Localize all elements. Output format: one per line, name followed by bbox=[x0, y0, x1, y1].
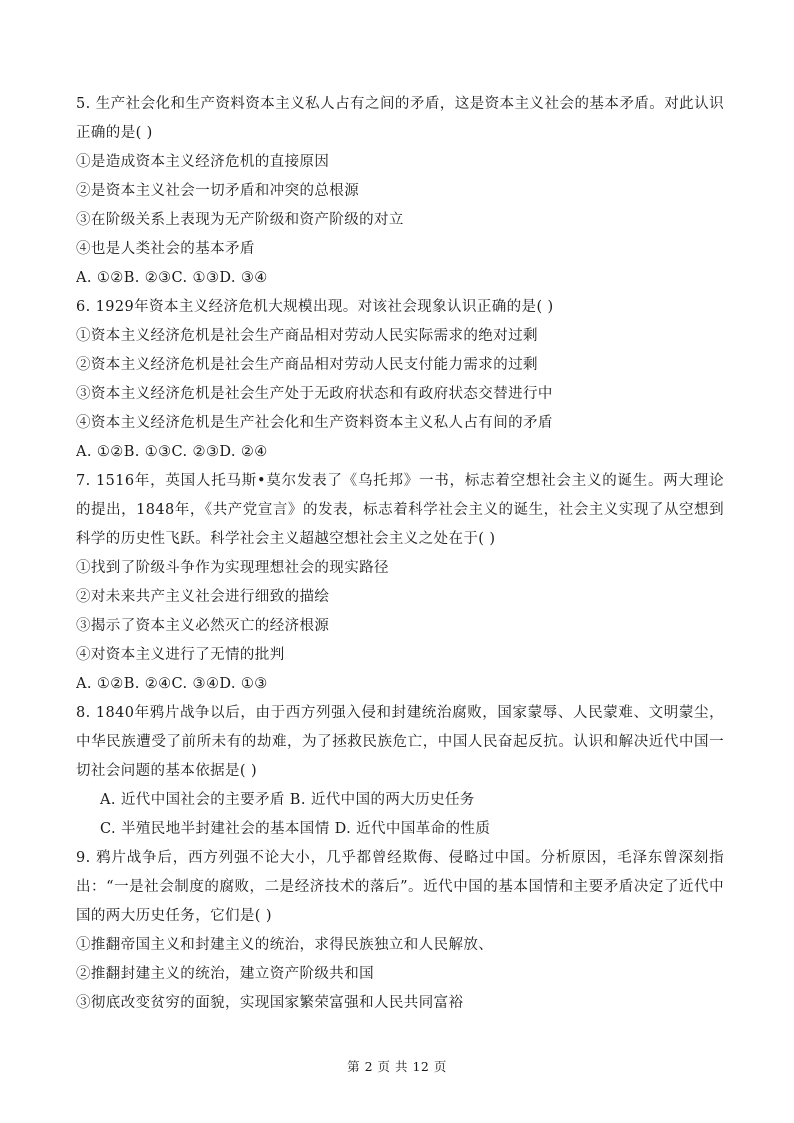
question-8-choices-a-b: A. 近代中国社会的主要矛盾 B. 近代中国的两大历史任务 bbox=[100, 792, 475, 808]
question-7-answer-choices: A. ①②B. ②④C. ③④D. ①③ bbox=[76, 676, 268, 692]
question-5-stem: 5. 生产社会化和生产资料资本主义私人占有之间的矛盾，这是资本主义社会的基本矛盾。对此认识正确的是( ) bbox=[76, 96, 724, 141]
question-5-option-2: ②是资本主义社会一切矛盾和冲突的总根源 bbox=[76, 183, 360, 199]
question-6-option-4: ④资本主义经济危机是生产社会化和生产资料资本主义私人占有间的矛盾 bbox=[76, 415, 553, 431]
question-7-option-1: ①找到了阶级斗争作为实现理想社会的现实路径 bbox=[76, 560, 389, 576]
question-9-option-2: ②推翻封建主义的统治，建立资产阶级共和国 bbox=[76, 966, 374, 982]
question-9-option-3: ③彻底改变贫穷的面貌，实现国家繁荣富强和人民共同富裕 bbox=[76, 995, 464, 1011]
question-7-option-2: ②对未来共产主义社会进行细致的描绘 bbox=[76, 589, 330, 605]
question-6-option-2: ②资本主义经济危机是社会生产商品相对劳动人民支付能力需求的过剩 bbox=[76, 357, 538, 373]
question-7-option-4: ④对资本主义进行了无情的批判 bbox=[76, 647, 285, 663]
question-6-option-3: ③资本主义经济危机是社会生产处于无政府状态和有政府状态交替进行中 bbox=[76, 386, 553, 402]
question-5-option-1: ①是造成资本主义经济危机的直接原因 bbox=[76, 154, 330, 170]
question-6-stem: 6. 1929年资本主义经济危机大规模出现。对该社会现象认识正确的是( ) bbox=[76, 299, 554, 315]
question-6-option-1: ①资本主义经济危机是社会生产商品相对劳动人民实际需求的绝对过剩 bbox=[76, 328, 538, 344]
question-7-option-3: ③揭示了资本主义必然灭亡的经济根源 bbox=[76, 618, 330, 634]
question-9-stem: 9. 鸦片战争后，西方列强不论大小，几乎都曾经欺侮、侵略过中国。分析原因，毛泽东曾深刻指出：“一是社会制度的腐败，二是经济技术的落后”。近代中国的基本国情和主要矛盾决定了近代中国的两大历史任务，它们是( ) bbox=[76, 850, 724, 924]
document-page bbox=[76, 90, 724, 1018]
question-5-option-3: ③在阶级关系上表现为无产阶级和资产阶级的对立 bbox=[76, 212, 404, 228]
question-6-answer-choices: A. ①②B. ①③C. ②③D. ②④ bbox=[76, 444, 268, 460]
question-7-stem: 7. 1516年，英国人托马斯•莫尔发表了《乌托邦》一书，标志着空想社会主义的诞生。两大理论的提出，1848年，《共产党宣言》的发表，标志着科学社会主义的诞生，社会主义实现了从空想到科学的历史性飞跃。科学社会主义超越空想社会主义之处在于( ) bbox=[76, 473, 724, 547]
question-9-option-1: ①推翻帝国主义和封建主义的统治，求得民族独立和人民解放、 bbox=[76, 937, 494, 953]
question-8-stem: 8. 1840年鸦片战争以后，由于西方列强入侵和封建统治腐败，国家蒙辱、人民蒙难、文明蒙尘，中华民族遭受了前所未有的劫难，为了拯救民族危亡，中国人民奋起反抗。认识和解决近代中国一切社会问题的基本依据是( ) bbox=[76, 705, 724, 779]
question-5-answer-choices: A. ①②B. ②③C. ①③D. ③④ bbox=[76, 270, 268, 286]
question-5-option-4: ④也是人类社会的基本矛盾 bbox=[76, 241, 255, 257]
question-8-choices-c-d: C. 半殖民地半封建社会的基本国情 D. 近代中国革命的性质 bbox=[100, 821, 491, 837]
page-number-footer: 第 2 页 共 12 页 bbox=[347, 1059, 447, 1074]
